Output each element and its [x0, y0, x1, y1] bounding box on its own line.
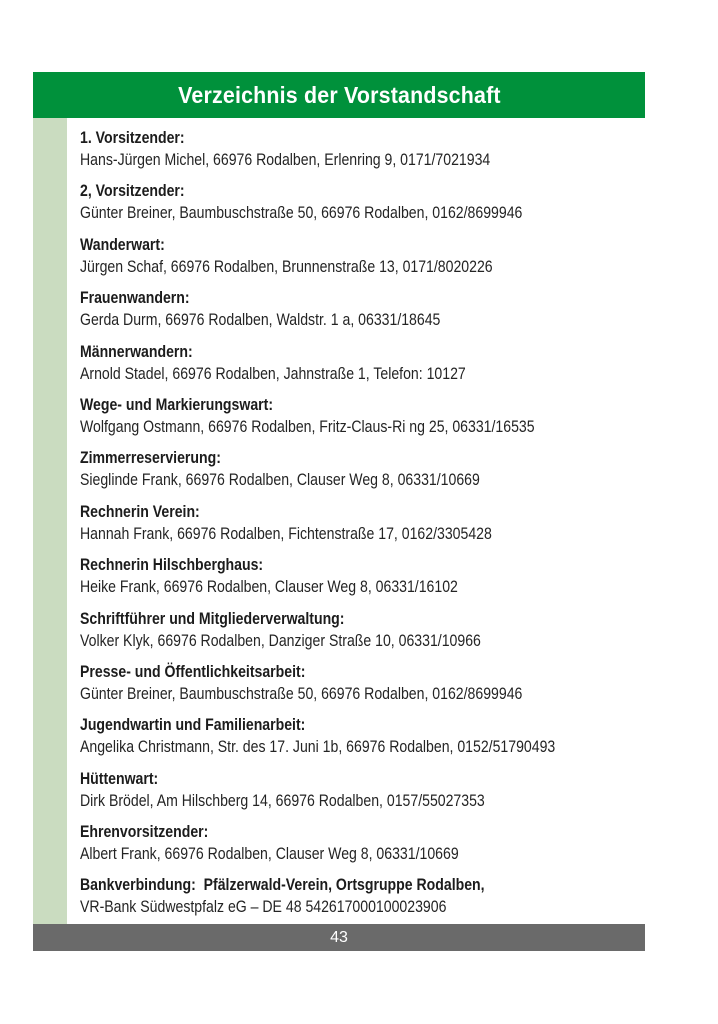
directory-entry [80, 287, 650, 340]
entry-contact: Dirk Brödel, Am Hilschberg 14, 66976 Rodalben, 0157/55027353 [80, 791, 485, 810]
bank-account-holder: Pfälzerwald-Verein, Ortsgruppe Rodalben, [203, 876, 485, 895]
directory-entry [80, 608, 650, 661]
entry-role: Zimmerreservierung: [80, 449, 221, 468]
entry-role: Rechnerin Hilschberghaus: [80, 556, 264, 575]
bank-details: VR-Bank Südwestpfalz eG – DE 48 542617000100023906 [80, 898, 447, 917]
entry-contact: Günter Breiner, Baumbuschstraße 50, 66976 Rodalben, 0162/8699946 [80, 204, 523, 223]
directory-entry [80, 394, 650, 447]
entry-contact: Sieglinde Frank, 66976 Rodalben, Clauser Weg 8, 06331/10669 [80, 471, 480, 490]
entry-role: Schriftführer und Mitgliederverwaltung: [80, 609, 345, 628]
entry-role: Jugendwartin und Familienarbeit: [80, 716, 306, 735]
board-directory [80, 127, 650, 928]
entry-contact: Albert Frank, 66976 Rodalben, Clauser Weg 8, 06331/10669 [80, 845, 459, 864]
entry-role: Wege- und Markierungswart: [80, 395, 274, 414]
directory-entry [80, 127, 650, 180]
entry-contact: Hans-Jürgen Michel, 66976 Rodalben, Erlenring 9, 0171/7021934 [80, 151, 491, 169]
title-bar [33, 72, 645, 118]
entry-contact: Jürgen Schaf, 66976 Rodalben, Brunnenstraße 13, 0171/8020226 [80, 257, 493, 276]
entry-role: Wanderwart: [80, 235, 165, 254]
bank-entry [80, 874, 650, 927]
entry-role: Männerwandern: [80, 342, 193, 361]
entry-contact: Günter Breiner, Baumbuschstraße 50, 66976 Rodalben, 0162/8699946 [80, 684, 523, 703]
directory-entry [80, 714, 650, 767]
directory-entry [80, 180, 650, 233]
page-title: Verzeichnis der Vorstandschaft [177, 81, 501, 108]
directory-entry [80, 821, 650, 874]
entry-role: Frauenwandern: [80, 289, 190, 308]
entry-contact: Arnold Stadel, 66976 Rodalben, Jahnstraße 1, Telefon: 10127 [80, 364, 466, 383]
directory-entry [80, 501, 650, 554]
directory-entry [80, 447, 650, 500]
entry-contact: Volker Klyk, 66976 Rodalben, Danziger Straße 10, 06331/10966 [80, 631, 481, 650]
entry-role: 2, Vorsitzender: [80, 182, 185, 201]
footer-bar [33, 924, 645, 951]
entry-contact: Angelika Christmann, Str. des 17. Juni 1b, 66976 Rodalben, 0152/51790493 [80, 738, 556, 757]
bank-line [80, 874, 576, 896]
directory-entry [80, 661, 650, 714]
entry-contact: Wolfgang Ostmann, 66976 Rodalben, Fritz-Claus-Ri ng 25, 06331/16535 [80, 417, 535, 436]
entry-role: 1. Vorsitzender: [80, 129, 185, 147]
directory-entry [80, 554, 650, 607]
directory-entry [80, 234, 650, 287]
page-number: 43 [330, 928, 348, 946]
directory-entry [80, 768, 650, 821]
entry-role: Presse- und Öffentlichkeitsarbeit: [80, 662, 306, 681]
entry-role: Ehrenvorsitzender: [80, 823, 209, 842]
side-strip [33, 118, 67, 924]
entry-role: Hüttenwart: [80, 769, 159, 788]
entry-contact: Heike Frank, 66976 Rodalben, Clauser Weg 8, 06331/16102 [80, 578, 458, 597]
entry-contact: Hannah Frank, 66976 Rodalben, Fichtenstraße 17, 0162/3305428 [80, 524, 492, 543]
bank-label: Bankverbindung: [80, 876, 196, 895]
entry-role: Rechnerin Verein: [80, 502, 200, 521]
directory-entry [80, 341, 650, 394]
entry-contact: Gerda Durm, 66976 Rodalben, Waldstr. 1 a, 06331/18645 [80, 311, 441, 330]
